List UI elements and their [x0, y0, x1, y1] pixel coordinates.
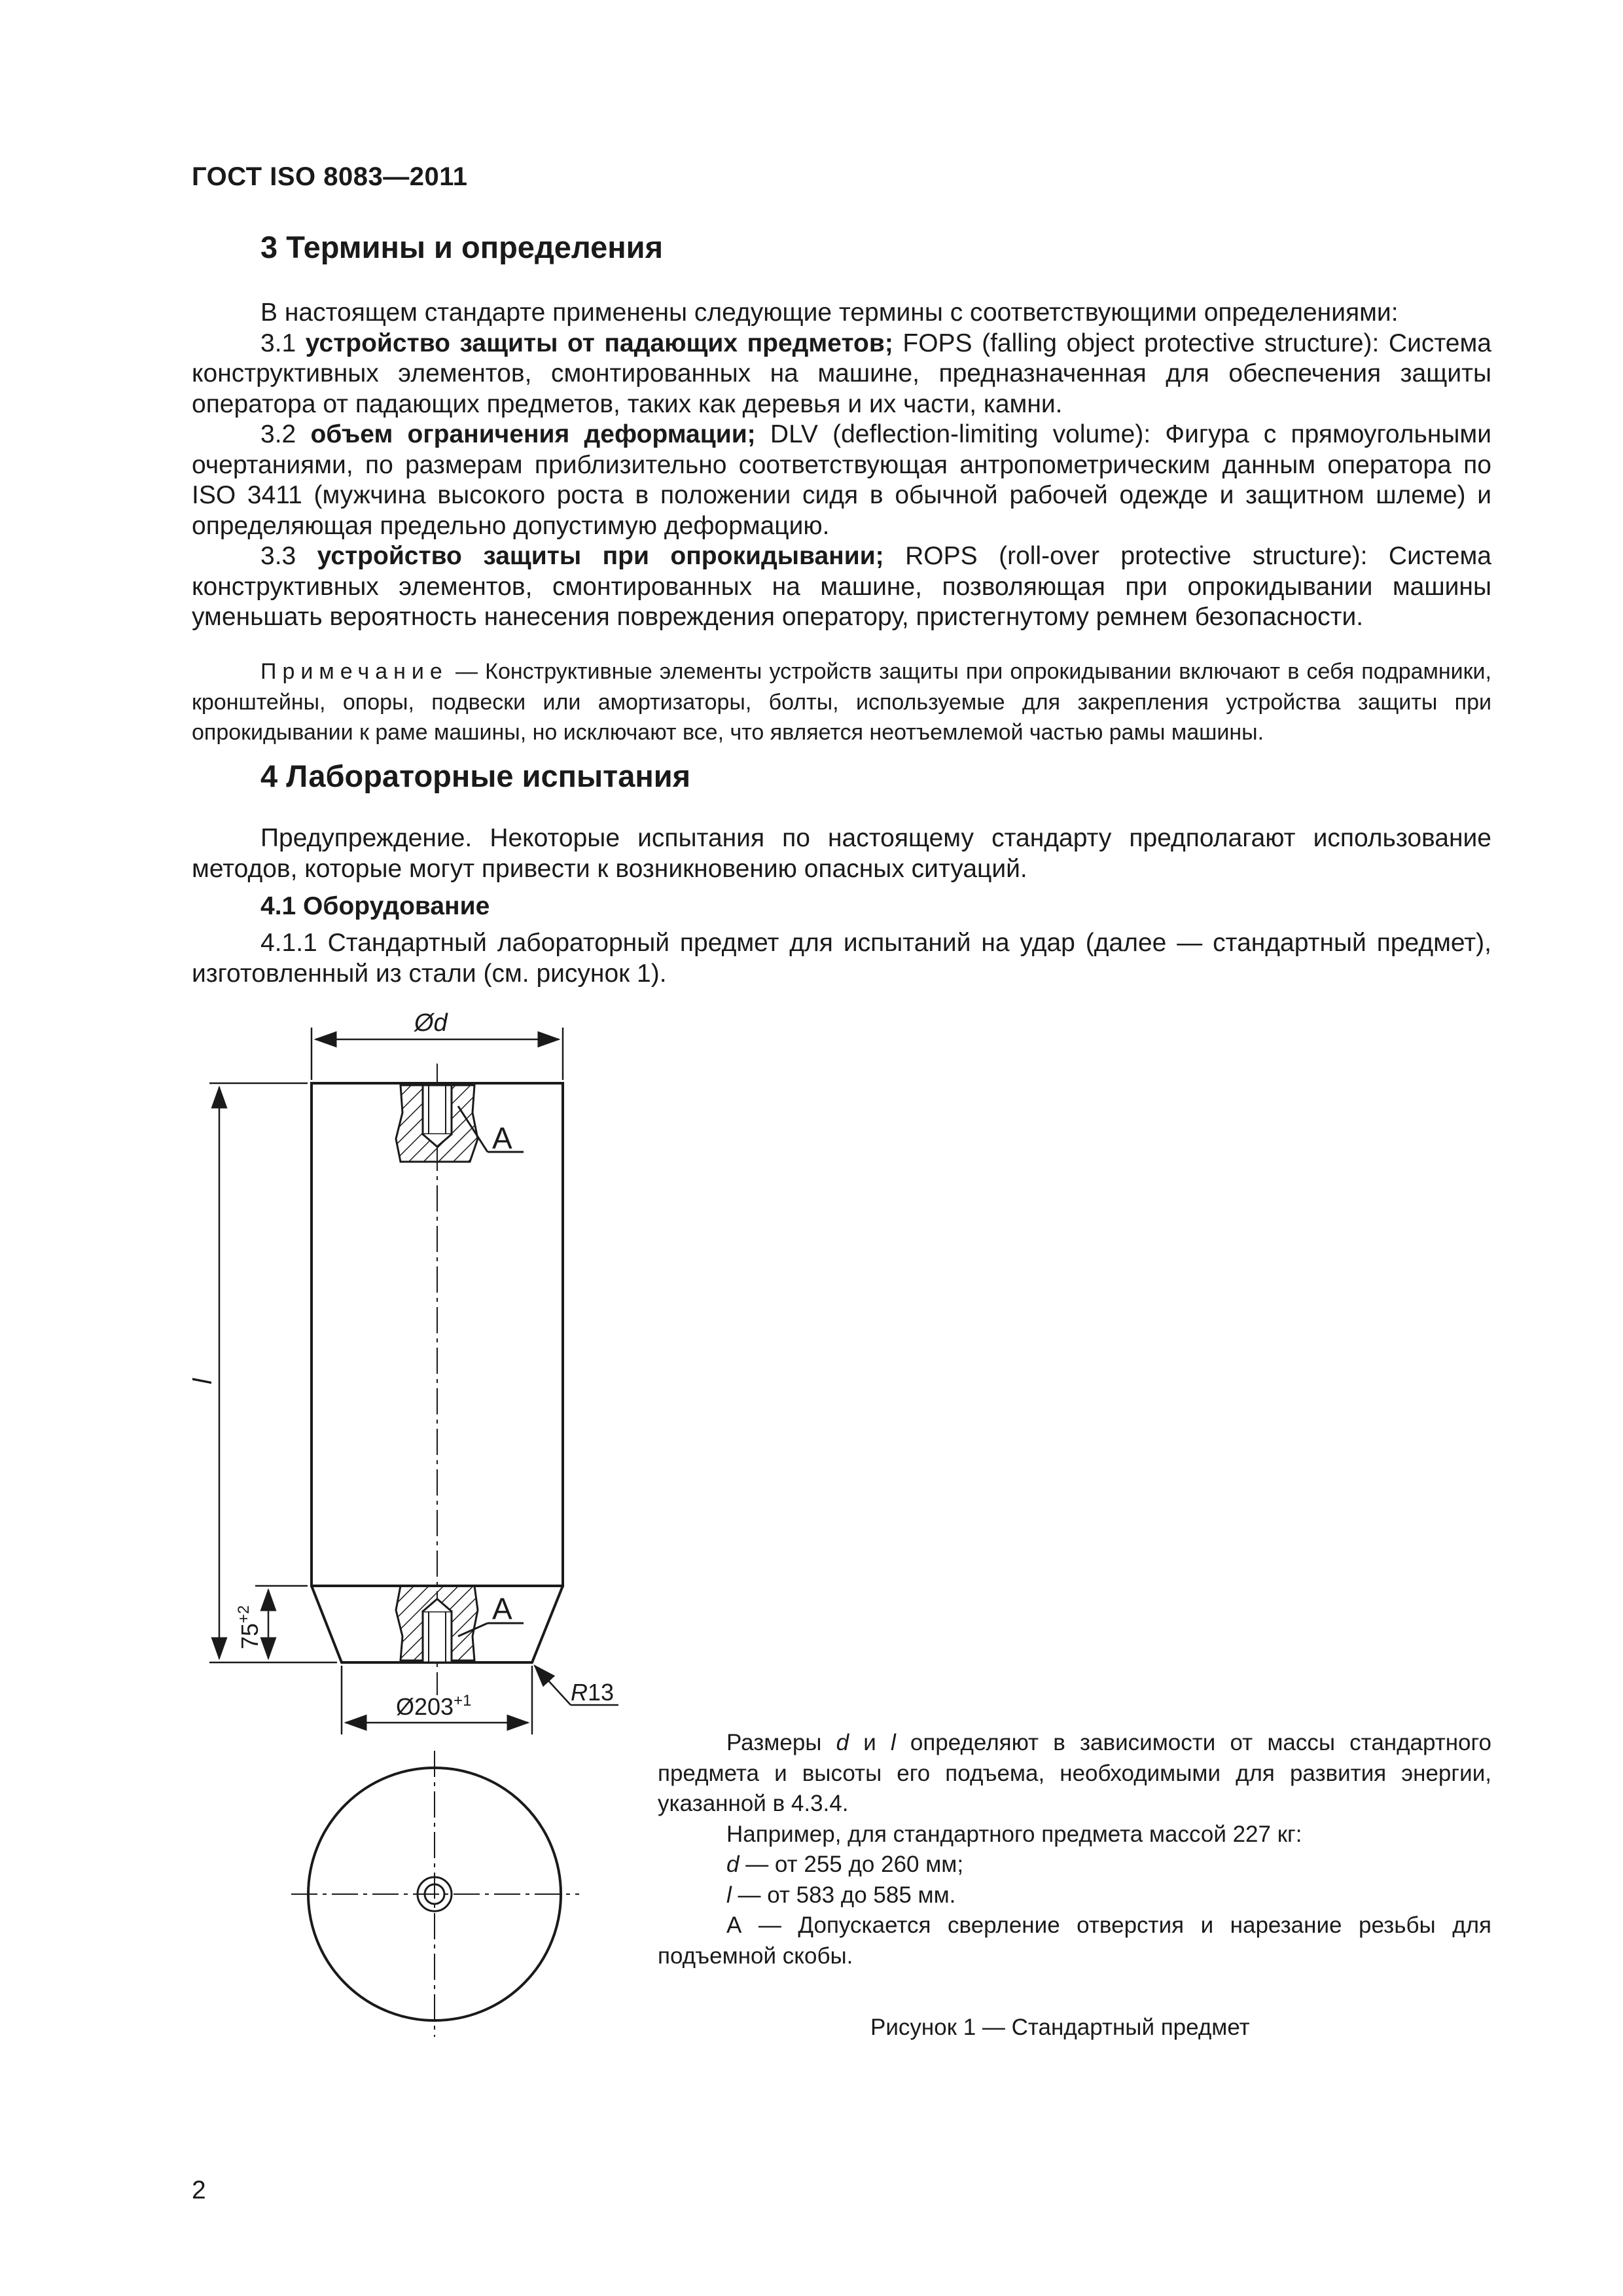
document-header: ГОСТ ISO 8083—2011 [192, 162, 468, 191]
term-3-2-name: объем ограничения деформации; [310, 420, 756, 448]
label-a-bottom: А [492, 1592, 512, 1626]
legend-line-3: d — от 255 до 260 мм; [726, 1852, 964, 1877]
dim-d-label: Ød [414, 1009, 448, 1037]
section-3-title: 3 Термины и определения [260, 230, 663, 264]
figure-caption: Рисунок 1 — Стандартный предмет [870, 2015, 1250, 2040]
term-3-1: 3.1 устройство защиты от падающих предметов; FOPS (falling object protective structure): Система конструктивных элементов, смонтированных на машине, предназначенная для обеспечения защиты оператора от падающих предметов, таких как деревья и их части, камни. [192, 329, 1491, 418]
legend-line-2: Например, для стандартного предмета массой 227 кг: [726, 1821, 1302, 1847]
dimension-l [209, 1083, 337, 1662]
note-label: Примечание [260, 659, 448, 684]
page-number: 2 [192, 2176, 206, 2204]
section-4-warning: Предупреждение. Некоторые испытания по настоящему стандарту предполагают использование методов, которые могут привести к возникновению опасных ситуаций. [192, 824, 1491, 883]
term-3-3-name: устройство защиты при опрокидывании; [317, 542, 884, 570]
section-3-intro: В настоящем стандарте применены следующие термины с соответствующими определениями: [260, 298, 1399, 327]
section-4-title: 4 Лабораторные испытания [260, 759, 691, 793]
legend-line-5: А — Допускается сверление отверстия и нарезание резьбы для подъемной скобы. [658, 1912, 1491, 1969]
dim-l-label: l [188, 1378, 217, 1384]
label-a-top: А [492, 1121, 512, 1155]
legend-line-4: l — от 583 до 585 мм. [726, 1882, 956, 1908]
term-3-2: 3.2 объем ограничения деформации; DLV (deflection-limiting volume): Фигура с прямоугольными очертаниями, по размерам приблизительно соответствующая антропометрическим данным оператора по ISO 3411 (мужчина высокого роста в положении сидя в обычной рабочей одежде и защитном шлеме) и определяющая предельно допустимую деформацию. [192, 420, 1492, 540]
dim-75-label: $75^{+2}$ [235, 1605, 263, 1649]
paragraph-4-1-1: 4.1.1 Стандартный лабораторный предмет для испытаний на удар (далее — стандартный предмет), изготовленный из стали (см. рисунок 1). [192, 929, 1491, 988]
dim-203-label: $Ø203^{+1}$ [396, 1692, 472, 1720]
dim-r13-label: R13 [571, 1679, 615, 1706]
legend-line-1: Размеры d и l определяют в зависимости от массы стандартного предмета и высоты его подъема, необходимыми для развития энергии, указанной в 4.3.4. [658, 1730, 1491, 1816]
dimension-75 [255, 1586, 308, 1659]
cylinder-top-view [291, 1751, 579, 2037]
term-3-3: 3.3 устройство защиты при опрокидывании; ROPS (roll-over protective structure): Система конструктивных элементов, смонтированных на машине, позволяющая при опрокидывании машины уменьшать вероятность нанесения повреждения оператору, пристегнутому ремнем безопасности. [192, 542, 1491, 631]
figure-legend [658, 1728, 1491, 1971]
subsection-4-1-title: 4.1 Оборудование [260, 892, 490, 920]
note-text: — Конструктивные элементы устройств защиты при опрокидывании включают в себя подрамники, кронштейны, опоры, подвески или амортизаторы, болты, используемые для закрепления устройства защиты при опрокидывании к раме машины, но исключают все, что является неотъемлемой частью рамы машины. [192, 659, 1491, 745]
term-3-1-name: устройство защиты от падающих предметов; [305, 329, 893, 357]
